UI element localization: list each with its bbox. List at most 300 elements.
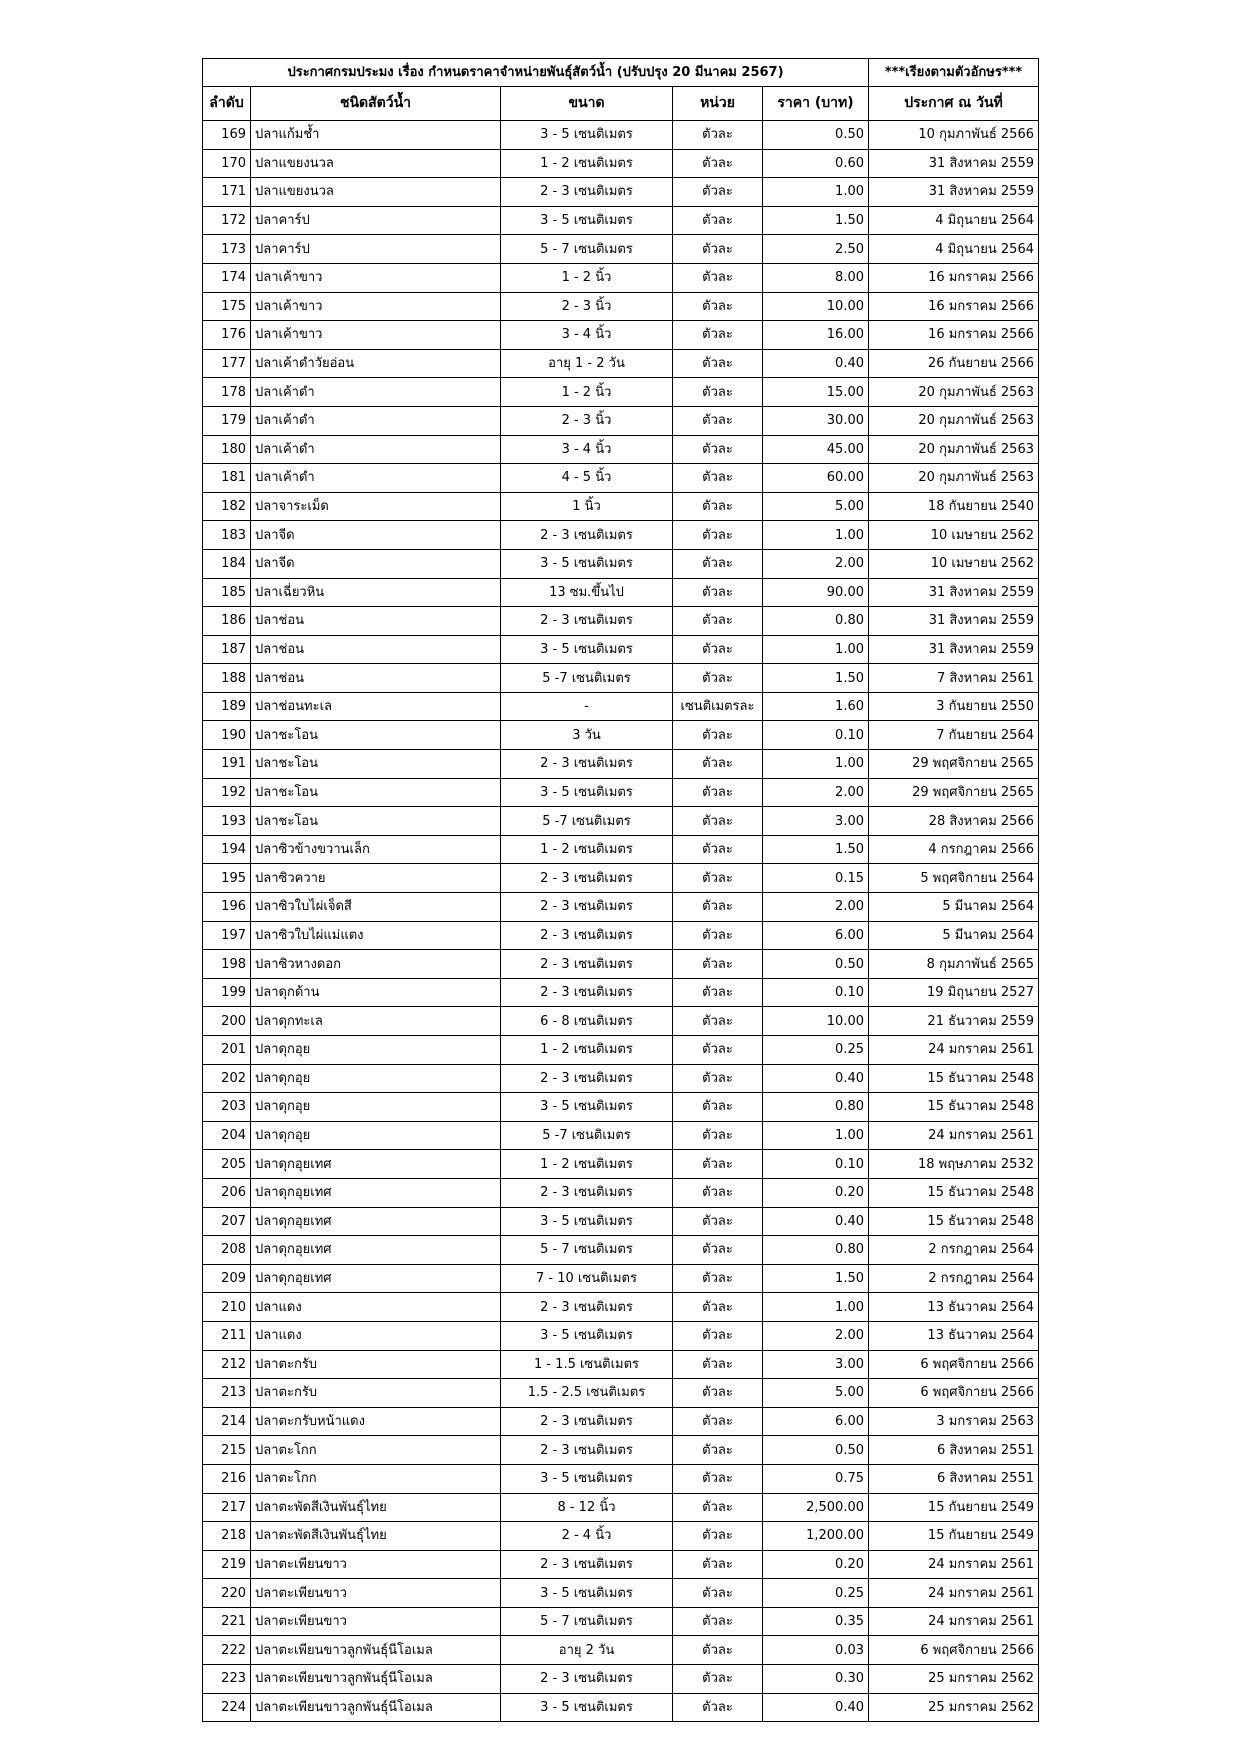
unit-cell: ตัวละ <box>673 464 763 493</box>
species-name: ปลาช่อน <box>251 607 501 636</box>
species-name: ปลาตะเพียนขาว <box>251 1579 501 1608</box>
species-name: ปลาดุกอุยเทศ <box>251 1207 501 1236</box>
size-cell: 2 - 3 นิ้ว <box>501 406 673 435</box>
unit-cell: ตัวละ <box>673 178 763 207</box>
size-cell: 1 นิ้ว <box>501 492 673 521</box>
unit-cell: ตัวละ <box>673 835 763 864</box>
size-cell: 2 - 4 นิ้ว <box>501 1522 673 1551</box>
species-name: ปลาจีด <box>251 549 501 578</box>
announce-date: 10 กุมภาพันธ์ 2566 <box>869 121 1039 150</box>
price-cell: 60.00 <box>763 464 869 493</box>
species-name: ปลาตะกรับ <box>251 1379 501 1408</box>
announce-date: 15 กันยายน 2549 <box>869 1522 1039 1551</box>
announce-date: 24 มกราคม 2561 <box>869 1036 1039 1065</box>
price-cell: 5.00 <box>763 1379 869 1408</box>
price-cell: 0.15 <box>763 864 869 893</box>
species-name: ปลาเค้าดำวัยอ่อน <box>251 349 501 378</box>
size-cell: 1 - 2 นิ้ว <box>501 263 673 292</box>
size-cell: 2 - 3 เซนติเมตร <box>501 750 673 779</box>
price-cell: 3.00 <box>763 1350 869 1379</box>
table-row <box>203 1064 1039 1093</box>
size-cell: 3 - 5 เซนติเมตร <box>501 1321 673 1350</box>
species-name: ปลาแดง <box>251 1321 501 1350</box>
announce-date: 5 มีนาคม 2564 <box>869 921 1039 950</box>
unit-cell: ตัวละ <box>673 607 763 636</box>
species-name: ปลาดุกอุย <box>251 1036 501 1065</box>
unit-cell: ตัวละ <box>673 1522 763 1551</box>
table-row <box>203 1636 1039 1665</box>
species-name: ปลาดุกอุยเทศ <box>251 1178 501 1207</box>
size-cell: 13 ซม.ขึ้นไป <box>501 578 673 607</box>
row-number: 188 <box>203 664 251 693</box>
announce-date: 3 กันยายน 2550 <box>869 692 1039 721</box>
table-row <box>203 1579 1039 1608</box>
row-number: 194 <box>203 835 251 864</box>
header-price: ราคา (บาท) <box>763 87 869 121</box>
size-cell: 2 - 3 นิ้ว <box>501 292 673 321</box>
price-cell: 10.00 <box>763 292 869 321</box>
price-cell: 1.50 <box>763 206 869 235</box>
size-cell: 2 - 3 เซนติเมตร <box>501 1293 673 1322</box>
price-cell: 0.20 <box>763 1550 869 1579</box>
size-cell: 1 - 2 นิ้ว <box>501 378 673 407</box>
price-cell: 1.00 <box>763 750 869 779</box>
announce-date: 25 มกราคม 2562 <box>869 1665 1039 1694</box>
species-name: ปลาดุกด้าน <box>251 978 501 1007</box>
table-row <box>203 149 1039 178</box>
announce-date: 7 กันยายน 2564 <box>869 721 1039 750</box>
species-name: ปลาช่อนทะเล <box>251 692 501 721</box>
table-row <box>203 1665 1039 1694</box>
sort-note: ***เรียงตามตัวอักษร*** <box>869 59 1039 87</box>
species-name: ปลาแขยงนวล <box>251 178 501 207</box>
row-number: 182 <box>203 492 251 521</box>
price-cell: 1.00 <box>763 1293 869 1322</box>
unit-cell: ตัวละ <box>673 521 763 550</box>
unit-cell: ตัวละ <box>673 349 763 378</box>
size-cell: 3 วัน <box>501 721 673 750</box>
document-title: ประกาศกรมประมง เรื่อง กำหนดราคาจำหน่ายพันธุ์สัตว์น้ำ (ปรับปรุง 20 มีนาคม 2567) <box>203 59 869 87</box>
row-number: 177 <box>203 349 251 378</box>
species-name: ปลาซิวหางดอก <box>251 950 501 979</box>
table-row <box>203 778 1039 807</box>
price-cell: 1.00 <box>763 521 869 550</box>
size-cell: 5 -7 เซนติเมตร <box>501 807 673 836</box>
unit-cell: ตัวละ <box>673 492 763 521</box>
price-cell: 1.50 <box>763 835 869 864</box>
price-cell: 0.40 <box>763 1207 869 1236</box>
size-cell: 3 - 5 เซนติเมตร <box>501 549 673 578</box>
table-row <box>203 921 1039 950</box>
species-name: ปลาคาร์ป <box>251 206 501 235</box>
price-cell: 1.00 <box>763 178 869 207</box>
table-row <box>203 750 1039 779</box>
row-number: 185 <box>203 578 251 607</box>
unit-cell: ตัวละ <box>673 1150 763 1179</box>
size-cell: 3 - 4 นิ้ว <box>501 321 673 350</box>
table-row <box>203 349 1039 378</box>
species-name: ปลาตะพัดสีเงินพันธุ์ไทย <box>251 1493 501 1522</box>
price-cell: 1.00 <box>763 635 869 664</box>
table-row <box>203 378 1039 407</box>
announce-date: 13 ธันวาคม 2564 <box>869 1293 1039 1322</box>
announce-date: 15 ธันวาคม 2548 <box>869 1178 1039 1207</box>
row-number: 175 <box>203 292 251 321</box>
species-name: ปลาเค้าดำ <box>251 378 501 407</box>
announce-date: 24 มกราคม 2561 <box>869 1607 1039 1636</box>
price-cell: 16.00 <box>763 321 869 350</box>
table-row <box>203 893 1039 922</box>
unit-cell: ตัวละ <box>673 149 763 178</box>
announce-date: 2 กรกฎาคม 2564 <box>869 1264 1039 1293</box>
size-cell: 2 - 3 เซนติเมตร <box>501 1550 673 1579</box>
row-number: 199 <box>203 978 251 1007</box>
unit-cell: ตัวละ <box>673 378 763 407</box>
announce-date: 24 มกราคม 2561 <box>869 1579 1039 1608</box>
price-cell: 0.40 <box>763 1693 869 1722</box>
price-cell: 2,500.00 <box>763 1493 869 1522</box>
unit-cell: ตัวละ <box>673 1036 763 1065</box>
unit-cell: ตัวละ <box>673 1493 763 1522</box>
row-number: 216 <box>203 1464 251 1493</box>
announce-date: 21 ธันวาคม 2559 <box>869 1007 1039 1036</box>
price-cell: 0.20 <box>763 1178 869 1207</box>
unit-cell: ตัวละ <box>673 1064 763 1093</box>
table-row <box>203 321 1039 350</box>
species-name: ปลาแดง <box>251 1293 501 1322</box>
size-cell: 3 - 5 เซนติเมตร <box>501 1693 673 1722</box>
price-cell: 6.00 <box>763 921 869 950</box>
announce-date: 2 กรกฎาคม 2564 <box>869 1236 1039 1265</box>
species-name: ปลาช่อน <box>251 664 501 693</box>
size-cell: 2 - 3 เซนติเมตร <box>501 1178 673 1207</box>
price-cell: 0.30 <box>763 1665 869 1694</box>
row-number: 193 <box>203 807 251 836</box>
unit-cell: ตัวละ <box>673 1264 763 1293</box>
price-cell: 0.40 <box>763 1064 869 1093</box>
table-row <box>203 121 1039 150</box>
announce-date: 15 ธันวาคม 2548 <box>869 1064 1039 1093</box>
unit-cell: ตัวละ <box>673 807 763 836</box>
announce-date: 6 พฤศจิกายน 2566 <box>869 1636 1039 1665</box>
price-cell: 0.50 <box>763 1436 869 1465</box>
size-cell: 5 -7 เซนติเมตร <box>501 664 673 693</box>
row-number: 214 <box>203 1407 251 1436</box>
species-name: ปลาเค้าขาว <box>251 321 501 350</box>
table-row <box>203 521 1039 550</box>
table-row <box>203 664 1039 693</box>
announce-date: 20 กุมภาพันธ์ 2563 <box>869 464 1039 493</box>
size-cell: 3 - 5 เซนติเมตร <box>501 1207 673 1236</box>
species-name: ปลาชะโอน <box>251 721 501 750</box>
unit-cell: ตัวละ <box>673 1236 763 1265</box>
size-cell: 2 - 3 เซนติเมตร <box>501 950 673 979</box>
size-cell: 1 - 2 เซนติเมตร <box>501 149 673 178</box>
table-row <box>203 950 1039 979</box>
species-name: ปลาดุกอุยเทศ <box>251 1236 501 1265</box>
row-number: 186 <box>203 607 251 636</box>
unit-cell: ตัวละ <box>673 950 763 979</box>
unit-cell: ตัวละ <box>673 778 763 807</box>
unit-cell: ตัวละ <box>673 1636 763 1665</box>
announce-date: 24 มกราคม 2561 <box>869 1550 1039 1579</box>
size-cell: 2 - 3 เซนติเมตร <box>501 893 673 922</box>
price-cell: 0.35 <box>763 1607 869 1636</box>
announce-date: 7 สิงหาคม 2561 <box>869 664 1039 693</box>
size-cell: 3 - 5 เซนติเมตร <box>501 778 673 807</box>
row-number: 207 <box>203 1207 251 1236</box>
species-name: ปลาแขยงนวล <box>251 149 501 178</box>
unit-cell: ตัวละ <box>673 864 763 893</box>
table-row <box>203 1464 1039 1493</box>
announce-date: 15 ธันวาคม 2548 <box>869 1093 1039 1122</box>
size-cell: อายุ 1 - 2 วัน <box>501 349 673 378</box>
size-cell: 2 - 3 เซนติเมตร <box>501 864 673 893</box>
title-row <box>203 59 1039 87</box>
species-name: ปลาเค้าขาว <box>251 263 501 292</box>
table-row <box>203 807 1039 836</box>
size-cell: 7 - 10 เซนติเมตร <box>501 1264 673 1293</box>
unit-cell: เซนติเมตรละ <box>673 692 763 721</box>
announce-date: 31 สิงหาคม 2559 <box>869 149 1039 178</box>
row-number: 190 <box>203 721 251 750</box>
size-cell: 3 - 5 เซนติเมตร <box>501 121 673 150</box>
table-row <box>203 1236 1039 1265</box>
species-name: ปลาเค้าขาว <box>251 292 501 321</box>
row-number: 169 <box>203 121 251 150</box>
header-no: ลำดับ <box>203 87 251 121</box>
row-number: 215 <box>203 1436 251 1465</box>
table-row <box>203 549 1039 578</box>
header-date: ประกาศ ณ วันที่ <box>869 87 1039 121</box>
announce-date: 5 มีนาคม 2564 <box>869 893 1039 922</box>
row-number: 198 <box>203 950 251 979</box>
size-cell: 3 - 4 นิ้ว <box>501 435 673 464</box>
species-name: ปลาซิวควาย <box>251 864 501 893</box>
table-row <box>203 692 1039 721</box>
unit-cell: ตัวละ <box>673 1350 763 1379</box>
species-name: ปลาดุกอุยเทศ <box>251 1150 501 1179</box>
price-cell: 1.00 <box>763 1121 869 1150</box>
unit-cell: ตัวละ <box>673 292 763 321</box>
price-cell: 30.00 <box>763 406 869 435</box>
size-cell: 1 - 1.5 เซนติเมตร <box>501 1350 673 1379</box>
size-cell: 5 - 7 เซนติเมตร <box>501 1236 673 1265</box>
price-cell: 90.00 <box>763 578 869 607</box>
row-number: 189 <box>203 692 251 721</box>
table-row <box>203 235 1039 264</box>
unit-cell: ตัวละ <box>673 1607 763 1636</box>
row-number: 221 <box>203 1607 251 1636</box>
unit-cell: ตัวละ <box>673 635 763 664</box>
row-number: 210 <box>203 1293 251 1322</box>
row-number: 181 <box>203 464 251 493</box>
species-name: ปลาเค้าดำ <box>251 464 501 493</box>
row-number: 205 <box>203 1150 251 1179</box>
species-name: ปลาคาร์ป <box>251 235 501 264</box>
announce-date: 20 กุมภาพันธ์ 2563 <box>869 435 1039 464</box>
row-number: 200 <box>203 1007 251 1036</box>
row-number: 183 <box>203 521 251 550</box>
price-cell: 0.80 <box>763 1236 869 1265</box>
row-number: 176 <box>203 321 251 350</box>
row-number: 204 <box>203 1121 251 1150</box>
row-number: 217 <box>203 1493 251 1522</box>
size-cell: 5 - 7 เซนติเมตร <box>501 1607 673 1636</box>
price-cell: 0.03 <box>763 1636 869 1665</box>
table-row <box>203 1350 1039 1379</box>
table-row <box>203 1522 1039 1551</box>
row-number: 202 <box>203 1064 251 1093</box>
row-number: 223 <box>203 1665 251 1694</box>
table-row <box>203 1264 1039 1293</box>
species-name: ปลาตะเพียนขาว <box>251 1550 501 1579</box>
row-number: 201 <box>203 1036 251 1065</box>
price-cell: 0.50 <box>763 121 869 150</box>
announce-date: 4 มิถุนายน 2564 <box>869 206 1039 235</box>
table-row <box>203 464 1039 493</box>
size-cell: 1 - 2 เซนติเมตร <box>501 1036 673 1065</box>
price-cell: 15.00 <box>763 378 869 407</box>
row-number: 196 <box>203 893 251 922</box>
table-row <box>203 635 1039 664</box>
unit-cell: ตัวละ <box>673 578 763 607</box>
unit-cell: ตัวละ <box>673 1693 763 1722</box>
unit-cell: ตัวละ <box>673 1436 763 1465</box>
species-name: ปลาดุกอุยเทศ <box>251 1264 501 1293</box>
size-cell: 5 - 7 เซนติเมตร <box>501 235 673 264</box>
announce-date: 20 กุมภาพันธ์ 2563 <box>869 406 1039 435</box>
species-name: ปลาตะโกก <box>251 1436 501 1465</box>
size-cell: 8 - 12 นิ้ว <box>501 1493 673 1522</box>
unit-cell: ตัวละ <box>673 549 763 578</box>
unit-cell: ตัวละ <box>673 1407 763 1436</box>
unit-cell: ตัวละ <box>673 1293 763 1322</box>
table-row <box>203 1407 1039 1436</box>
unit-cell: ตัวละ <box>673 1665 763 1694</box>
announce-date: 5 พฤศจิกายน 2564 <box>869 864 1039 893</box>
size-cell: 2 - 3 เซนติเมตร <box>501 178 673 207</box>
announce-date: 3 มกราคม 2563 <box>869 1407 1039 1436</box>
species-name: ปลาชะโอน <box>251 750 501 779</box>
price-cell: 2.00 <box>763 1321 869 1350</box>
unit-cell: ตัวละ <box>673 263 763 292</box>
table-row <box>203 263 1039 292</box>
species-name: ปลาช่อน <box>251 635 501 664</box>
table-row <box>203 206 1039 235</box>
table-row <box>203 1150 1039 1179</box>
announce-date: 15 ธันวาคม 2548 <box>869 1207 1039 1236</box>
row-number: 219 <box>203 1550 251 1579</box>
row-number: 208 <box>203 1236 251 1265</box>
row-number: 222 <box>203 1636 251 1665</box>
column-header-row <box>203 87 1039 121</box>
species-name: ปลาซิวใบไผ่เจ็ดสี <box>251 893 501 922</box>
species-name: ปลาตะกรับ <box>251 1350 501 1379</box>
announce-date: 18 กันยายน 2540 <box>869 492 1039 521</box>
announce-date: 31 สิงหาคม 2559 <box>869 578 1039 607</box>
table-row <box>203 1036 1039 1065</box>
announce-date: 31 สิงหาคม 2559 <box>869 635 1039 664</box>
price-cell: 0.50 <box>763 950 869 979</box>
price-cell: 0.10 <box>763 1150 869 1179</box>
table-row <box>203 1436 1039 1465</box>
announce-date: 13 ธันวาคม 2564 <box>869 1321 1039 1350</box>
announce-date: 25 มกราคม 2562 <box>869 1693 1039 1722</box>
row-number: 218 <box>203 1522 251 1551</box>
announce-date: 24 มกราคม 2561 <box>869 1121 1039 1150</box>
row-number: 192 <box>203 778 251 807</box>
table-row <box>203 1121 1039 1150</box>
species-name: ปลาจีด <box>251 521 501 550</box>
size-cell: - <box>501 692 673 721</box>
announce-date: 6 สิงหาคม 2551 <box>869 1436 1039 1465</box>
table-row <box>203 1207 1039 1236</box>
size-cell: 2 - 3 เซนติเมตร <box>501 978 673 1007</box>
species-name: ปลาตะโกก <box>251 1464 501 1493</box>
price-cell: 0.10 <box>763 721 869 750</box>
announce-date: 4 กรกฎาคม 2566 <box>869 835 1039 864</box>
price-cell: 0.10 <box>763 978 869 1007</box>
table-row <box>203 607 1039 636</box>
size-cell: 4 - 5 นิ้ว <box>501 464 673 493</box>
species-name: ปลาดุกอุย <box>251 1121 501 1150</box>
row-number: 191 <box>203 750 251 779</box>
species-name: ปลาตะเพียนขาวลูกพันธุ์นีโอเมล <box>251 1636 501 1665</box>
row-number: 172 <box>203 206 251 235</box>
table-row <box>203 435 1039 464</box>
species-name: ปลาซิวข้างขวานเล็ก <box>251 835 501 864</box>
species-name: ปลาดุกอุย <box>251 1064 501 1093</box>
unit-cell: ตัวละ <box>673 1321 763 1350</box>
row-number: 178 <box>203 378 251 407</box>
price-cell: 2.00 <box>763 549 869 578</box>
row-number: 195 <box>203 864 251 893</box>
size-cell: 5 -7 เซนติเมตร <box>501 1121 673 1150</box>
table-row <box>203 721 1039 750</box>
row-number: 209 <box>203 1264 251 1293</box>
announce-date: 28 สิงหาคม 2566 <box>869 807 1039 836</box>
species-name: ปลาเฉี่ยวหิน <box>251 578 501 607</box>
announce-date: 10 เมษายน 2562 <box>869 521 1039 550</box>
table-row <box>203 578 1039 607</box>
row-number: 206 <box>203 1178 251 1207</box>
row-number: 179 <box>203 406 251 435</box>
size-cell: 3 - 5 เซนติเมตร <box>501 1579 673 1608</box>
table-row <box>203 1379 1039 1408</box>
unit-cell: ตัวละ <box>673 406 763 435</box>
price-cell: 8.00 <box>763 263 869 292</box>
size-cell: 2 - 3 เซนติเมตร <box>501 1436 673 1465</box>
unit-cell: ตัวละ <box>673 121 763 150</box>
price-cell: 2.00 <box>763 778 869 807</box>
size-cell: 2 - 3 เซนติเมตร <box>501 1064 673 1093</box>
unit-cell: ตัวละ <box>673 1464 763 1493</box>
announce-date: 6 สิงหาคม 2551 <box>869 1464 1039 1493</box>
unit-cell: ตัวละ <box>673 321 763 350</box>
row-number: 184 <box>203 549 251 578</box>
size-cell: 1 - 2 เซนติเมตร <box>501 835 673 864</box>
announce-date: 4 มิถุนายน 2564 <box>869 235 1039 264</box>
size-cell: 2 - 3 เซนติเมตร <box>501 607 673 636</box>
species-name: ปลาตะกรับหน้าแดง <box>251 1407 501 1436</box>
header-species: ชนิดสัตว์น้ำ <box>251 87 501 121</box>
size-cell: 2 - 3 เซนติเมตร <box>501 521 673 550</box>
species-name: ปลาชะโอน <box>251 778 501 807</box>
price-cell: 0.80 <box>763 1093 869 1122</box>
row-number: 224 <box>203 1693 251 1722</box>
table-row <box>203 1493 1039 1522</box>
